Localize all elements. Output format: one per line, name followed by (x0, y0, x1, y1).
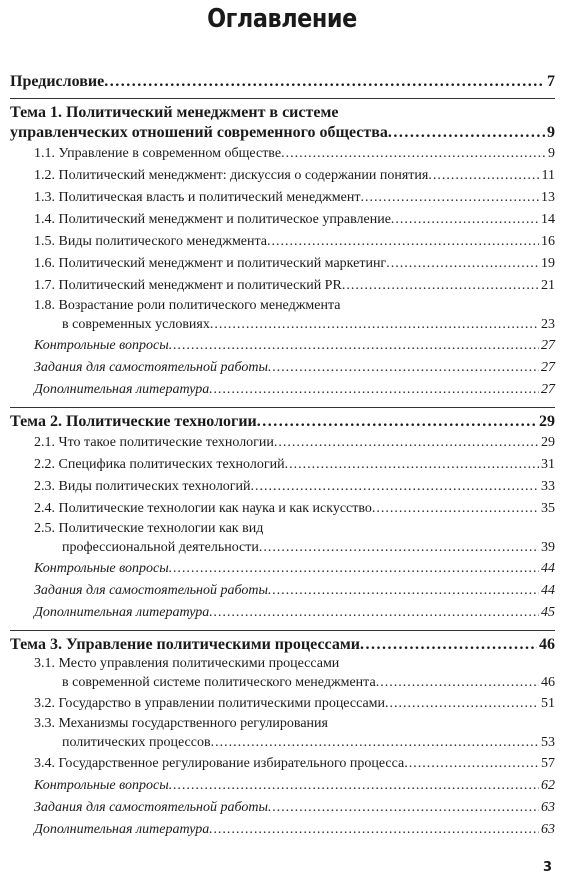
toc-entry-3-1[interactable] (10, 673, 555, 693)
toc-entry-label: 1.5. Виды политического менеджмента (34, 234, 268, 249)
toc-entry-label: 2.3. Виды политических технологий (34, 479, 251, 494)
dot-leader (376, 673, 539, 693)
toc-entry-literature[interactable] (10, 379, 555, 401)
dot-leader (285, 454, 539, 476)
toc-entry-3-4[interactable] (10, 753, 555, 775)
page-number: 3 (542, 860, 552, 875)
toc-entry-label: Дополнительная литература (34, 822, 210, 837)
toc-entry-3-2[interactable] (10, 693, 555, 715)
dot-leader (169, 775, 539, 797)
toc-entry-label: 1.6. Политический менеджмент и политический маркетинг (34, 256, 387, 271)
toc-entry-page: 44 (541, 561, 555, 576)
dot-leader (259, 538, 539, 558)
toc-entry-page: 53 (541, 735, 555, 750)
toc-entry-label: в современной системе политического менеджмента (62, 675, 376, 690)
dot-leader (268, 357, 539, 379)
dot-leader (360, 187, 539, 209)
table-of-contents (10, 72, 555, 841)
toc-entry-label: 1.7. Политический менеджмент и политический PR (34, 278, 342, 293)
toc-entry-questions[interactable] (10, 335, 555, 357)
toc-entry-label: Контрольные вопросы (34, 338, 169, 353)
toc-entry-3-1-line1[interactable]: 3.1. Место управления политическими процессами (34, 656, 340, 671)
dot-leader (360, 635, 537, 655)
toc-entry-theme-3[interactable] (10, 635, 555, 655)
dot-leader (210, 315, 539, 335)
toc-entry-label: политических процессов (62, 735, 211, 750)
toc-entry-page: 45 (541, 605, 555, 620)
toc-entry-page: 46 (539, 636, 555, 653)
divider (10, 98, 555, 99)
toc-entry-page: 9 (547, 124, 555, 141)
dot-leader (268, 580, 539, 602)
toc-entry-questions[interactable] (10, 558, 555, 580)
toc-entry-1-5[interactable] (10, 231, 555, 253)
toc-entry-label: 2.4. Политические технологии как наука и как искусство (34, 501, 372, 516)
divider (10, 630, 555, 631)
toc-entry-page: 11 (541, 168, 555, 183)
toc-entry-page: 29 (539, 413, 555, 430)
toc-entry-page: 29 (541, 435, 555, 450)
dot-leader (209, 819, 539, 841)
toc-entry-3-3[interactable] (10, 733, 555, 753)
toc-entry-page: 23 (541, 317, 555, 332)
toc-entry-label: 1.1. Управление в современном обществе (34, 146, 282, 161)
toc-entry-page: 7 (547, 73, 555, 90)
dot-leader (342, 275, 539, 297)
theme-1-title-line1[interactable]: Тема 1. Политический менеджмент в системе (10, 104, 339, 121)
dot-leader (386, 253, 539, 275)
dot-leader (211, 733, 539, 753)
toc-entry-page: 46 (541, 675, 555, 690)
toc-entry-label: 3.2. Государство в управлении политическими процессами (34, 696, 386, 711)
dot-leader (428, 165, 539, 187)
toc-entry-theme-2[interactable] (10, 412, 555, 432)
toc-entry-assignments[interactable] (10, 797, 555, 819)
toc-entry-label: 1.3. Политическая власть и политический менеджмент (34, 190, 361, 205)
toc-entry-label: Дополнительная литература (34, 382, 210, 397)
dot-leader (104, 72, 545, 92)
toc-entry-page: 19 (541, 256, 555, 271)
dot-leader (274, 432, 539, 454)
dot-leader (169, 335, 539, 357)
dot-leader (267, 231, 539, 253)
toc-entry-page: 33 (541, 479, 555, 494)
toc-entry-page: 57 (541, 756, 555, 771)
toc-entry-assignments[interactable] (10, 580, 555, 602)
toc-entry-theme-1[interactable] (10, 123, 555, 143)
dot-leader (388, 123, 545, 143)
toc-entry-1-1[interactable] (10, 143, 555, 165)
toc-entry-questions[interactable] (10, 775, 555, 797)
toc-entry-label: 1.2. Политический менеджмент: дискуссия о содержании понятия (34, 168, 429, 183)
toc-entry-label: 2.1. Что такое политические технологии (34, 435, 274, 450)
toc-entry-literature[interactable] (10, 602, 555, 624)
dot-leader (372, 498, 539, 520)
divider (10, 407, 555, 408)
toc-entry-2-5-line1[interactable]: 2.5. Политические технологии как вид (34, 521, 264, 536)
theme-1-title-line2: управленческих отношений современного общества (10, 124, 388, 141)
dot-leader (281, 143, 546, 165)
toc-entry-label: в современных условиях (62, 317, 210, 332)
toc-entry-1-7[interactable] (10, 275, 555, 297)
toc-entry-page: 16 (541, 234, 555, 249)
dot-leader (391, 209, 539, 231)
dot-leader (251, 476, 539, 498)
toc-entry-page: 9 (548, 146, 555, 161)
toc-entry-label: 1.4. Политический менеджмент и политическое управление (34, 212, 391, 227)
page-title: Оглавление (207, 4, 357, 34)
toc-entry-label: Тема 2. Политические технологии (10, 413, 257, 430)
toc-entry-1-6[interactable] (10, 253, 555, 275)
toc-entry-label: Контрольные вопросы (34, 778, 169, 793)
toc-entry-label: 3.4. Государственное регулирование избирательного процесса (34, 756, 405, 771)
toc-entry-page: 21 (541, 278, 555, 293)
dot-leader (268, 797, 539, 819)
toc-entry-page: 51 (541, 696, 555, 711)
toc-entry-label: 2.2. Специфика политических технологий (34, 457, 285, 472)
toc-entry-page: 27 (541, 338, 555, 353)
toc-entry-1-4[interactable] (10, 209, 555, 231)
toc-entry-label: Тема 3. Управление политическими процессами (10, 636, 360, 653)
dot-leader (209, 379, 539, 401)
toc-entry-page: 13 (541, 190, 555, 205)
toc-entry-2-3[interactable] (10, 476, 555, 498)
toc-entry-label: Предисловие (10, 73, 105, 90)
dot-leader (257, 412, 537, 432)
dot-leader (404, 753, 539, 775)
toc-entry-1-8-line1[interactable]: 1.8. Возрастание роли политического менеджмента (34, 298, 341, 313)
toc-entry-literature[interactable] (10, 819, 555, 841)
dot-leader (209, 602, 539, 624)
toc-entry-label: Задания для самостоятельной работы (34, 800, 268, 815)
toc-entry-page: 27 (541, 360, 555, 375)
toc-entry-label: Задания для самостоятельной работы (34, 583, 268, 598)
toc-entry-page: 44 (541, 583, 555, 598)
toc-entry-label: Дополнительная литература (34, 605, 210, 620)
toc-entry-page: 35 (541, 501, 555, 516)
toc-entry-page: 63 (541, 800, 555, 815)
toc-entry-1-2[interactable] (10, 165, 555, 187)
toc-entry-assignments[interactable] (10, 357, 555, 379)
toc-entry-page: 39 (541, 540, 555, 555)
toc-entry-1-3[interactable] (10, 187, 555, 209)
toc-entry-page: 63 (541, 822, 555, 837)
dot-leader (385, 693, 539, 715)
toc-entry-page: 31 (541, 457, 555, 472)
toc-entry-label: профессиональной деятельности (62, 540, 259, 555)
toc-entry-page: 62 (541, 778, 555, 793)
dot-leader (169, 558, 539, 580)
toc-entry-2-2[interactable] (10, 454, 555, 476)
toc-entry-1-8[interactable] (10, 315, 555, 335)
toc-entry-label: Контрольные вопросы (34, 561, 169, 576)
toc-entry-2-4[interactable] (10, 498, 555, 520)
toc-entry-page: 27 (541, 382, 555, 397)
toc-entry-2-5[interactable] (10, 538, 555, 558)
toc-entry-label: Задания для самостоятельной работы (34, 360, 268, 375)
toc-entry-2-1[interactable] (10, 432, 555, 454)
toc-entry-3-3-line1[interactable]: 3.3. Механизмы государственного регулирования (34, 716, 328, 731)
toc-entry-preface[interactable] (10, 72, 555, 92)
toc-entry-page: 14 (541, 212, 555, 227)
